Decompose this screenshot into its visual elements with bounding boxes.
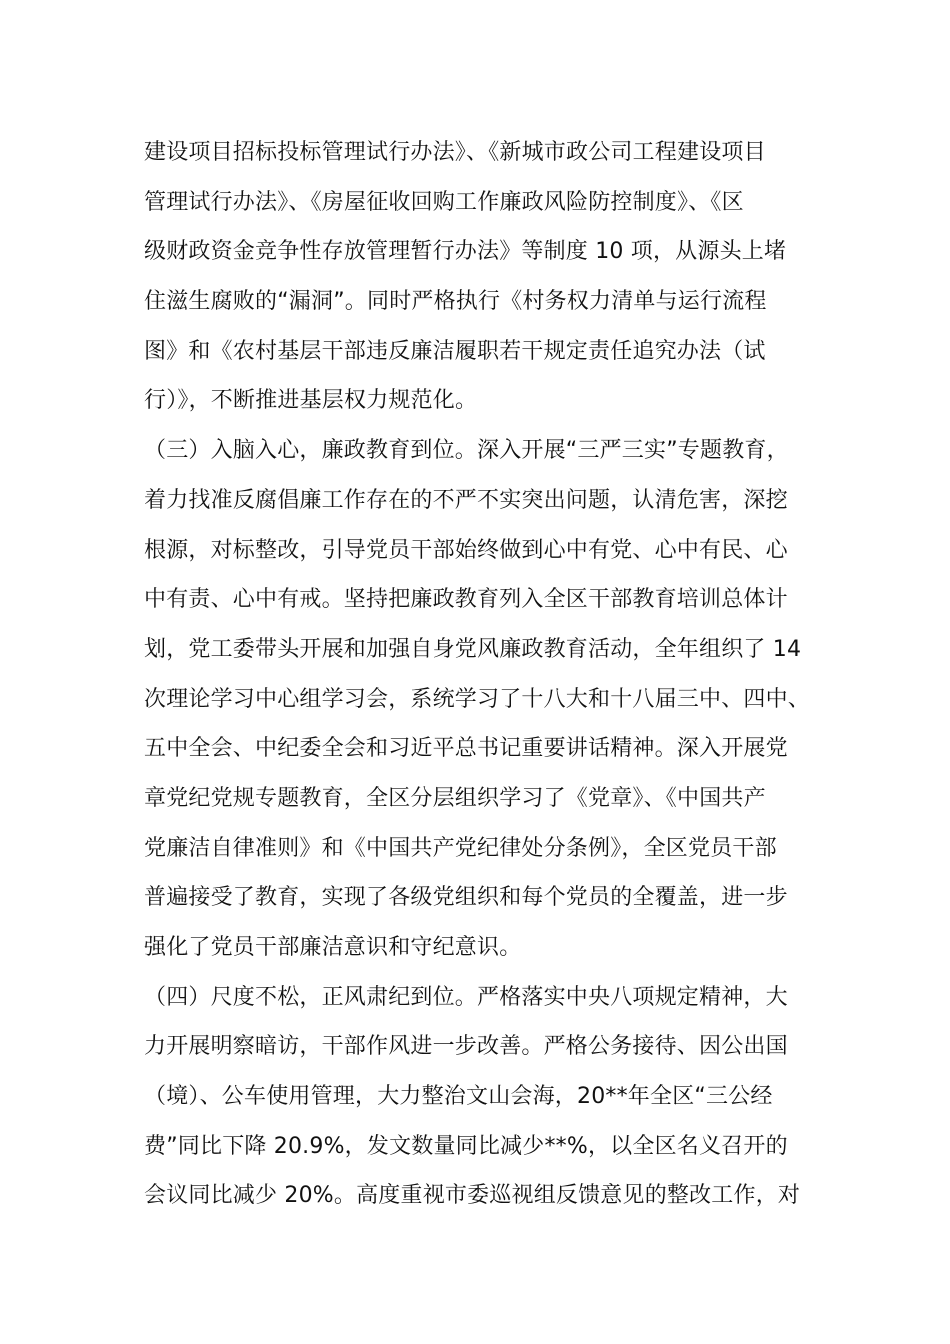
text-line: 次理论学习中心组学习会，系统学习了十八大和十八届三中、四中、 <box>144 686 811 712</box>
text-line: 强化了党员干部廉洁意识和守纪意识。 <box>144 935 522 960</box>
text-line: 费”同比下降 20.9%，发文数量同比减少**%，以全区名义召开的 <box>144 1133 788 1159</box>
text-line: 中有责、心中有戒。坚持把廉政教育列入全区干部教育培训总体计 <box>144 587 788 613</box>
text-line: 划，党工委带头开展和加强自身党风廉政教育活动，全年组织了 14 <box>144 636 802 662</box>
section-heading-line: （四）尺度不松，正风肃纪到位。严格落实中央八项规定精神，大 <box>144 984 788 1010</box>
text-line: 着力找准反腐倡廉工作存在的不严不实突出问题，认清危害，深挖 <box>144 487 788 513</box>
text-line: 住滋生腐败的“漏洞”。同时严格执行《村务权力清单与运行流程 <box>144 289 767 315</box>
text-line: 建设项目招标投标管理试行办法》、《新城市政公司工程建设项目 <box>144 140 766 165</box>
text-line: 章党纪党规专题教育，全区分层组织学习了《党章》、《中国共产 <box>144 785 766 811</box>
text-line: 根源，对标整改，引导党员干部始终做到心中有党、心中有民、心 <box>144 537 788 563</box>
text-line: （境）、公车使用管理，大力整治文山会海，20**年全区“三公经 <box>144 1084 773 1110</box>
text-line: 管理试行办法》、《房屋征收回购工作廉政风险防控制度》、《区 <box>144 189 744 215</box>
section-heading-line: （三）入脑入心，廉政教育到位。深入开展“三严三实”专题教育， <box>144 438 789 464</box>
text-line: 会议同比减少 20%。高度重视市委巡视组反馈意见的整改工作，对 <box>144 1183 801 1209</box>
text-line: 普遍接受了教育，实现了各级党组织和每个党员的全覆盖，进一步 <box>144 885 788 911</box>
text-line: 五中全会、中纪委全会和习近平总书记重要讲话精神。深入开展党 <box>144 736 788 762</box>
body-text <box>144 128 834 1221</box>
text-line: 级财政资金竞争性存放管理暂行办法》等制度 10 项，从源头上堵 <box>144 239 787 265</box>
text-line: 党廉洁自律准则》和《中国共产党纪律处分条例》，全区党员干部 <box>144 835 777 861</box>
text-line: 行）》，不断推进基层权力规范化。 <box>144 388 478 414</box>
text-line: 力开展明察暗访，干部作风进一步改善。严格公务接待、因公出国 <box>144 1034 788 1060</box>
text-line: 图》和《农村基层干部违反廉洁履职若干规定责任追究办法（试 <box>144 338 766 364</box>
